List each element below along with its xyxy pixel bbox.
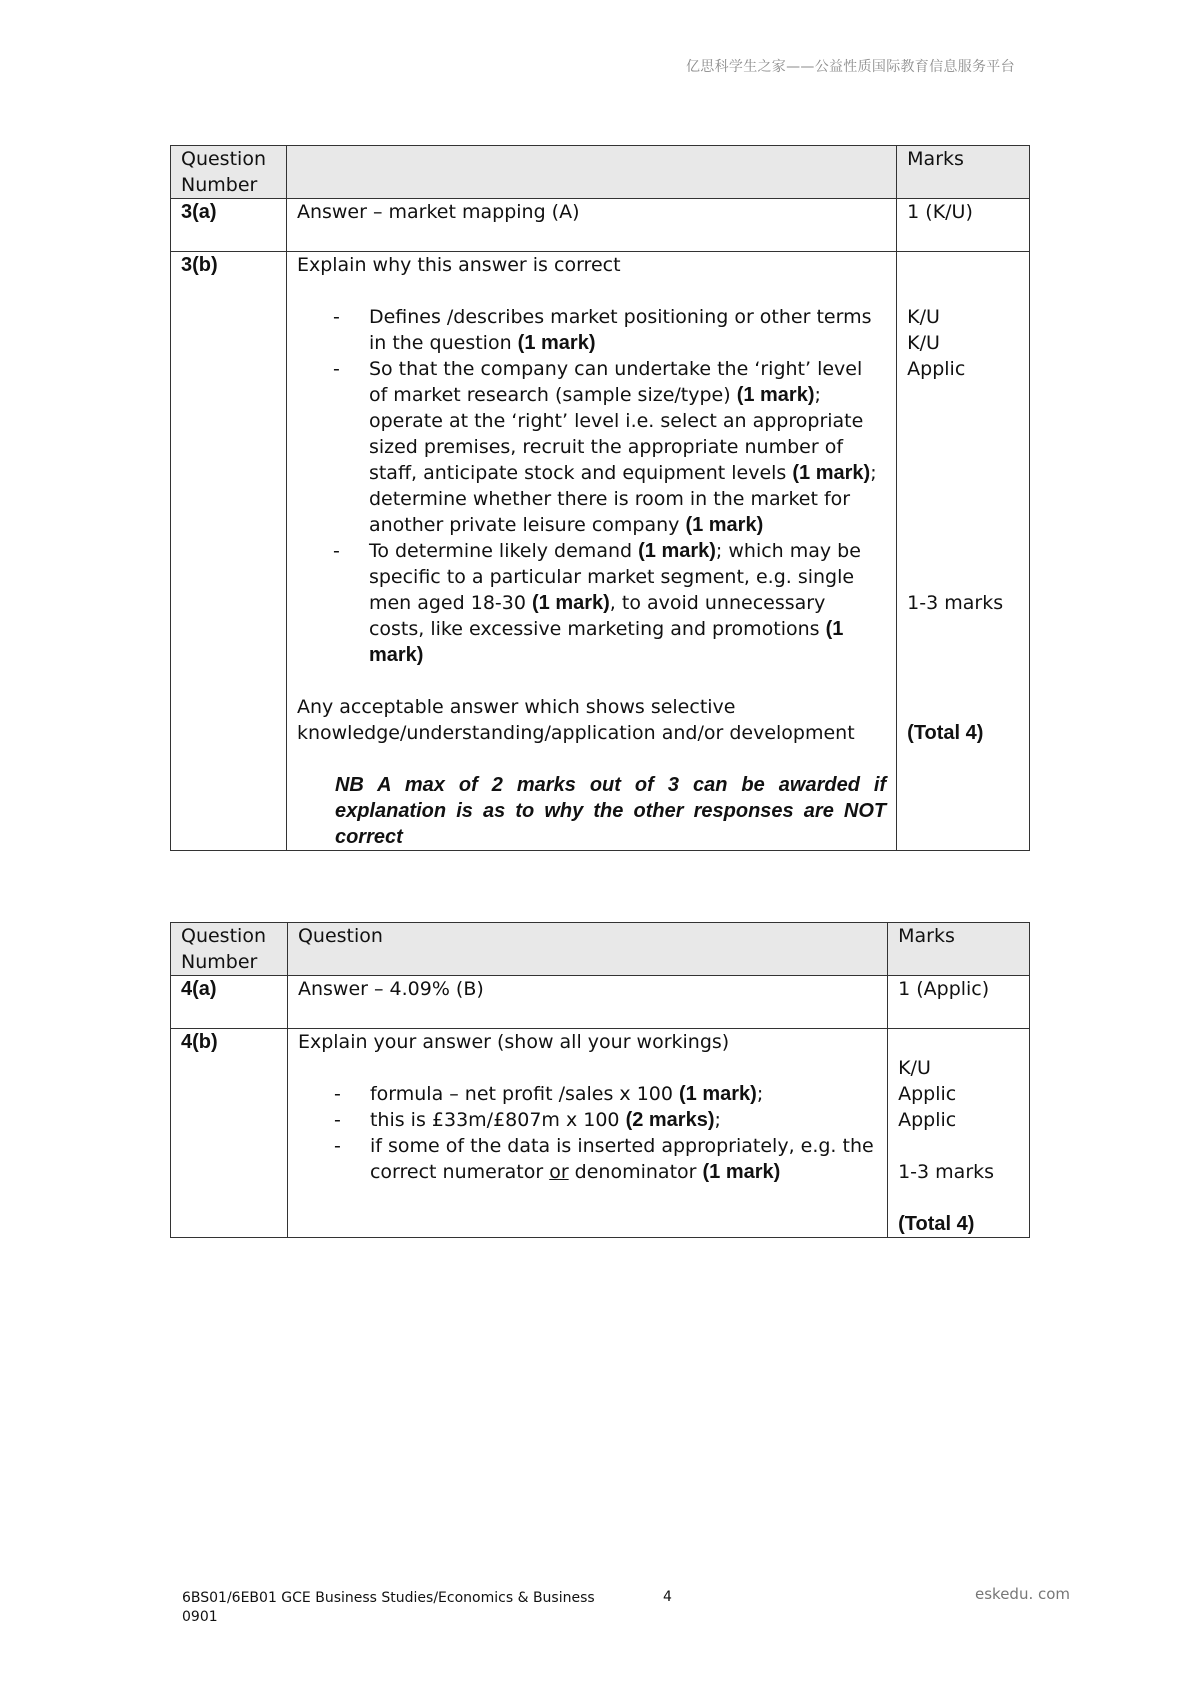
answer-intro: Explain your answer (show all your workings) (297, 1031, 730, 1053)
marks-range: 1-3 marks (898, 1161, 995, 1183)
col-marks: Marks (897, 146, 1030, 199)
mark-scheme-table-q3 (170, 145, 1030, 851)
marks-ku: K/U (898, 1057, 931, 1079)
table-row-4a (171, 976, 1030, 1029)
answer-cell (287, 1029, 887, 1238)
question-number: 3(b) (181, 254, 218, 276)
footer-document-code (182, 1589, 595, 1627)
answer-points (297, 304, 886, 668)
col-marks: Marks (888, 923, 1030, 976)
col-question-number: Question Number (171, 146, 287, 199)
nb-note: NB A max of 2 marks out of 3 can be awarded if explanation is as to why the other responses are NOT correct (334, 774, 887, 848)
marks-ku: K/U (907, 306, 940, 328)
list-item: - So that the company can undertake the ‘right’ level of market research (sample size/type) (1 mark); operate at the ‘right’ level i.e. select an appropriate sized premises, recruit the appropriate number of staff, anticipate stock and equipment levels (1 mark); determine whether there is room in the market for another private leisure company (1 mark) (297, 356, 886, 538)
col-question-number: Question Number (171, 923, 288, 976)
table-row-3a (171, 199, 1030, 252)
acceptable-answer-note: Any acceptable answer which shows selective knowledge/understanding/application and/or development (296, 696, 855, 744)
list-item: - formula – net profit /sales x 100 (1 mark); (298, 1081, 877, 1107)
footer-line: 0901 (182, 1609, 218, 1625)
question-number: 4(b) (181, 1031, 218, 1053)
answer-points (298, 1081, 877, 1185)
marks-cell: 1 (K/U) (897, 199, 1030, 252)
footer-line: 6BS01/6EB01 GCE Business Studies/Economics & Business (182, 1590, 595, 1606)
list-item: - To determine likely demand (1 mark); which may be specific to a particular market segment, e.g. single men aged 18-30 (1 mark), to avoid unnecessary costs, like excessive marketing and promotions (1 mark) (297, 538, 886, 668)
answer-intro: Explain why this answer is correct (296, 254, 621, 276)
marks-total: (Total 4) (898, 1213, 975, 1235)
list-item: - this is £33m/£807m x 100 (2 marks); (298, 1107, 877, 1133)
table-header-row (171, 923, 1030, 976)
list-item: - Defines /describes market positioning or other terms in the question (1 mark) (297, 304, 886, 356)
marks-cell (897, 252, 1030, 851)
list-item: - if some of the data is inserted appropriately, e.g. the correct numerator or denominator (1 mark) (298, 1133, 877, 1185)
footer-site-watermark: eskedu. com (975, 1585, 1071, 1603)
answer-cell: Answer – market mapping (A) (286, 199, 896, 252)
marks-cell: 1 (Applic) (888, 976, 1030, 1029)
table-row-3b (171, 252, 1030, 851)
marks-applic: Applic (898, 1083, 957, 1105)
header-watermark: 亿思科学生之家——公益性质国际教育信息服务平台 (686, 59, 1015, 75)
question-number: 4(a) (181, 978, 217, 1000)
col-question-empty (286, 146, 896, 199)
table-header-row (171, 146, 1030, 199)
table-row-4b (171, 1029, 1030, 1238)
marks-cell (888, 1029, 1030, 1238)
answer-cell: Answer – 4.09% (B) (287, 976, 887, 1029)
col-question: Question (287, 923, 887, 976)
marks-applic: Applic (898, 1109, 957, 1131)
marks-range: 1-3 marks (907, 592, 1004, 614)
page-number: 4 (663, 1589, 672, 1605)
marks-applic: Applic (907, 358, 966, 380)
marks-total: (Total 4) (907, 722, 984, 744)
marks-ku: K/U (907, 332, 940, 354)
mark-scheme-table-q4 (170, 922, 1030, 1238)
answer-cell (286, 252, 896, 851)
question-number: 3(a) (181, 201, 217, 223)
